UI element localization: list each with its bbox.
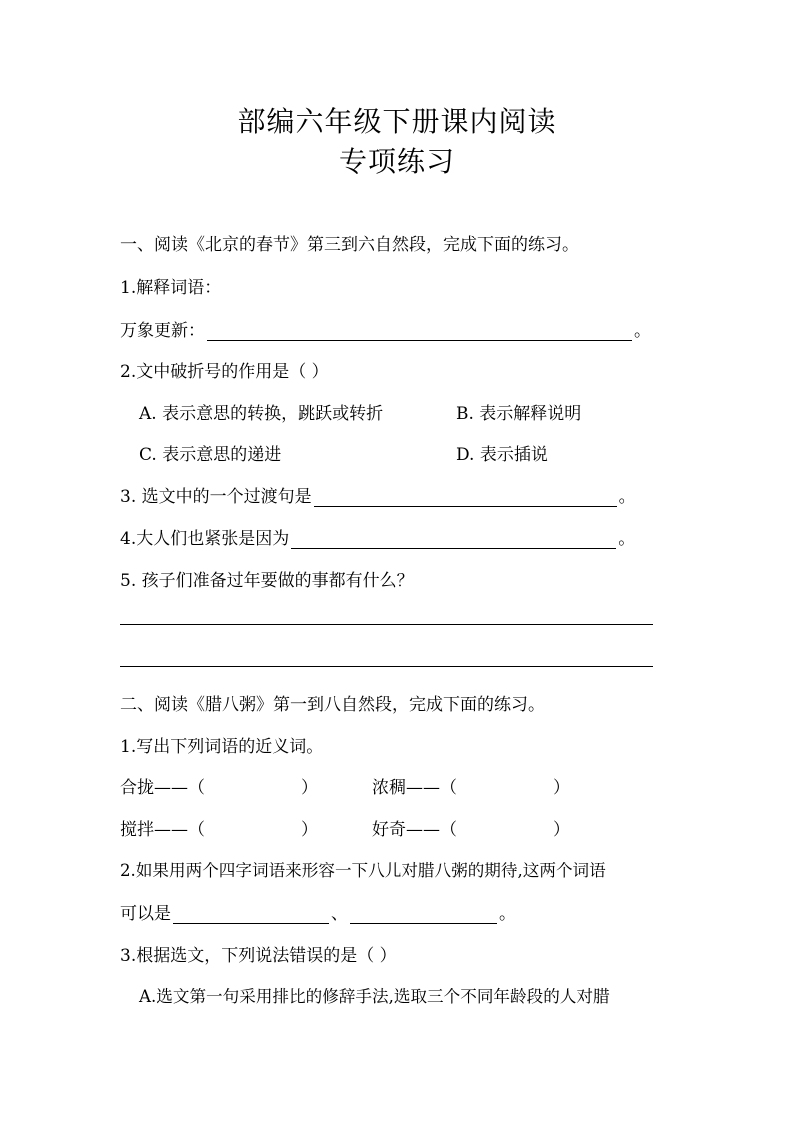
section1-q2: 2.文中破折号的作用是（ ） [120, 362, 329, 382]
option-d: D. 表示插说 [456, 445, 548, 465]
section1-q1-term-row [120, 316, 651, 341]
q2-separator: 、 [331, 904, 348, 924]
section1-q4: 4.大人们也紧张是因为 [120, 529, 290, 549]
answer-blank[interactable] [314, 488, 617, 507]
q2-period: 。 [499, 904, 516, 924]
option-c: C. 表示意思的递进 [139, 445, 282, 465]
synonym-item [372, 815, 570, 840]
section1-q3: 3. 选文中的一个过渡句是 [120, 487, 312, 507]
synonym-word: 合拢——（ [120, 778, 205, 798]
answer-line[interactable] [120, 666, 653, 667]
section1-q4-row [120, 524, 635, 549]
q3-period: 。 [618, 487, 636, 507]
section2-q2-line2 [120, 899, 516, 924]
paren-close: ） [301, 778, 318, 798]
answer-blank[interactable] [350, 905, 497, 924]
section1-q5: 5. 孩子们准备过年要做的事都有什么？ [120, 571, 414, 591]
synonym-item [372, 773, 570, 798]
paren-close: ） [553, 778, 570, 798]
section1-q1-label: 1.解释词语： [120, 278, 222, 298]
paren-close: ） [553, 820, 570, 840]
section2-q3: 3.根据选文，下列说法错误的是（ ） [120, 946, 397, 966]
section2-heading: 二、阅读《腊八粥》第一到八自然段，完成下面的练习。 [120, 695, 545, 715]
paren-close: ） [301, 820, 318, 840]
synonym-item [120, 773, 318, 798]
term-label: 万象更新： [120, 321, 205, 341]
page-title: 部编六年级下册课内阅读 [237, 105, 557, 138]
term-period: 。 [634, 321, 651, 341]
option-a: A. 表示意思的转换，跳跃或转折 [139, 404, 384, 424]
synonym-word: 搅拌——（ [120, 820, 205, 840]
section1-heading: 一、阅读《北京的春节》第三到六自然段，完成下面的练习。 [120, 235, 579, 255]
answer-blank[interactable] [173, 905, 329, 924]
synonym-item [120, 815, 318, 840]
synonym-word: 浓稠——（ [372, 778, 457, 798]
synonym-word: 好奇——（ [372, 820, 457, 840]
answer-line[interactable] [120, 624, 653, 625]
section2-q2-line1: 2.如果用两个四字词语来形容一下八儿对腊八粥的期待,这两个词语 [120, 861, 606, 880]
section1-q3-row [120, 482, 636, 507]
section2-q1-label: 1.写出下列词语的近义词。 [120, 737, 324, 757]
section2-q3-option-a: A.选文第一句采用排比的修辞手法,选取三个不同年龄段的人对腊 [139, 987, 610, 1006]
option-b: B. 表示解释说明 [456, 404, 582, 424]
page-subtitle: 专项练习 [338, 145, 455, 178]
answer-blank[interactable] [207, 322, 632, 341]
q2-lead: 可以是 [120, 904, 171, 924]
answer-blank[interactable] [291, 530, 616, 549]
q4-period: 。 [618, 529, 636, 549]
